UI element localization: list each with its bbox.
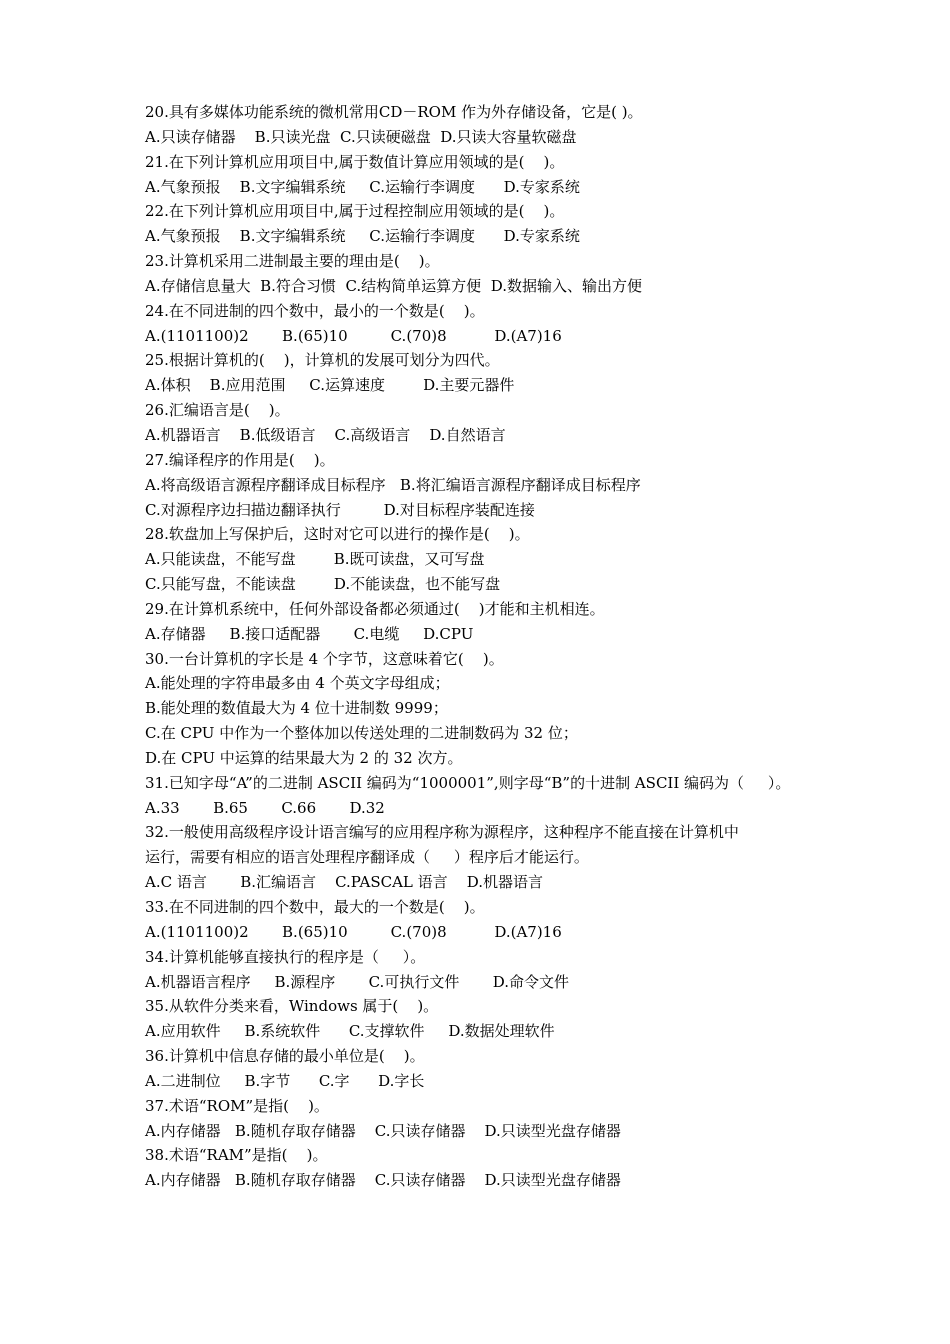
question-block [145, 199, 825, 249]
question-block [145, 820, 825, 895]
question-block [145, 522, 825, 597]
question-stem: 34.计算机能够直接执行的程序是（ ）。 [145, 947, 426, 966]
question-options: A.气象预报 B.文字编辑系统 C.运输行李调度 D.专家系统 [145, 227, 580, 246]
question-options: A.只能读盘，不能写盘 B.既可读盘，又可写盘 [145, 550, 485, 569]
question-block [145, 1044, 825, 1094]
question-options: A.体积 B.应用范围 C.运算速度 D.主要元器件 [145, 376, 515, 395]
question-stem: 24.在不同进制的四个数中，最小的一个数是( )。 [145, 301, 485, 320]
question-block [145, 994, 825, 1044]
question-options: A.只读存储器 B.只读光盘 C.只读硬磁盘 D.只读大容量软磁盘 [145, 127, 577, 146]
question-stem: 23.计算机采用二进制最主要的理由是( )。 [145, 252, 440, 271]
question-stem: 28.软盘加上写保护后，这时对它可以进行的操作是( )。 [145, 525, 530, 544]
question-options: A.33 B.65 C.66 D.32 [145, 798, 385, 817]
question-stem: 35.从软件分类来看，Windows 属于( )。 [145, 997, 439, 1016]
question-stem: 33.在不同进制的四个数中，最大的一个数是( )。 [145, 898, 485, 916]
question-block [145, 299, 825, 349]
question-options: A.C 语言 B.汇编语言 C.PASCAL 语言 D.机器语言 [145, 873, 543, 892]
question-block [145, 771, 825, 821]
question-block [145, 100, 825, 150]
question-options: A.机器语言 B.低级语言 C.高级语言 D.自然语言 [145, 425, 506, 444]
question-options: A.存储器 B.接口适配器 C.电缆 D.CPU [145, 624, 474, 643]
question-stem: 38.术语“RAM”是指( )。 [145, 1146, 328, 1165]
question-options: A.(1101100)2 B.(65)10 C.(70)8 D.(A7)16 [145, 922, 562, 941]
question-stem: 37.术语“ROM”是指( )。 [145, 1096, 329, 1115]
question-stem: 26.汇编语言是( )。 [145, 401, 290, 420]
question-block [145, 945, 825, 995]
question-options: B.能处理的数值最大为 4 位十进制数 9999； [145, 699, 448, 718]
question-block [145, 647, 825, 771]
question-stem: 32.一般使用高级程序设计语言编写的应用程序称为源程序，这种程序不能直接在计算机中 [145, 823, 739, 842]
question-options: A.能处理的字符串最多由 4 个英文字母组成； [145, 674, 450, 693]
document-page [145, 100, 825, 1193]
question-stem: 36.计算机中信息存储的最小单位是( )。 [145, 1047, 425, 1066]
question-options: C.在 CPU 中作为一个整体加以传送处理的二进制数码为 32 位； [145, 724, 578, 743]
question-options: A.机器语言程序 B.源程序 C.可执行文件 D.命令文件 [145, 972, 569, 991]
question-block [145, 398, 825, 448]
question-block [145, 895, 825, 945]
question-options: A.内存储器 B.随机存取存储器 C.只读存储器 D.只读型光盘存储器 [145, 1121, 621, 1140]
question-block [145, 597, 825, 647]
question-options: D.在 CPU 中运算的结果最大为 2 的 32 次方。 [145, 748, 463, 767]
question-options: A.内存储器 B.随机存取存储器 C.只读存储器 D.只读型光盘存储器 [145, 1171, 621, 1190]
question-options: 运行，需要有相应的语言处理程序翻译成（ ）程序后才能运行。 [145, 848, 589, 867]
question-options: A.(1101100)2 B.(65)10 C.(70)8 D.(A7)16 [145, 326, 562, 345]
question-stem: 20.具有多媒体功能系统的微机常用CD－ROM 作为外存储设备，它是( )。 [145, 103, 643, 121]
question-options: C.对源程序边扫描边翻译执行 D.对目标程序装配连接 [145, 500, 535, 519]
question-stem: 29.在计算机系统中，任何外部设备都必须通过( )才能和主机相连。 [145, 599, 605, 618]
question-options: A.存储信息量大 B.符合习惯 C.结构简单运算方便 D.数据输入、输出方便 [145, 276, 642, 295]
question-block [145, 150, 825, 200]
question-block [145, 249, 825, 299]
question-options: A.气象预报 B.文字编辑系统 C.运输行李调度 D.专家系统 [145, 177, 580, 196]
question-stem: 31.已知字母“A”的二进制 ASCII 编码为“1000001”,则字母“B”的十进制 ASCII 编码为（ ）。 [145, 773, 791, 792]
question-block [145, 1143, 825, 1193]
question-options: C.只能写盘，不能读盘 D.不能读盘，也不能写盘 [145, 575, 501, 594]
question-options: A.应用软件 B.系统软件 C.支撑软件 D.数据处理软件 [145, 1022, 555, 1041]
question-block [145, 348, 825, 398]
question-stem: 27.编译程序的作用是( )。 [145, 450, 335, 469]
question-stem: 22.在下列计算机应用项目中,属于过程控制应用领域的是( )。 [145, 202, 565, 221]
question-options: A.将高级语言源程序翻译成目标程序 B.将汇编语言源程序翻译成目标程序 [145, 475, 641, 494]
question-block [145, 1094, 825, 1144]
question-stem: 21.在下列计算机应用项目中,属于数值计算应用领域的是( )。 [145, 152, 565, 171]
question-stem: 30.一台计算机的字长是 4 个字节，这意味着它( )。 [145, 649, 504, 668]
question-stem: 25.根据计算机的( )，计算机的发展可划分为四代。 [145, 351, 500, 370]
question-options: A.二进制位 B.字节 C.字 D.字长 [145, 1071, 425, 1090]
question-block [145, 448, 825, 523]
